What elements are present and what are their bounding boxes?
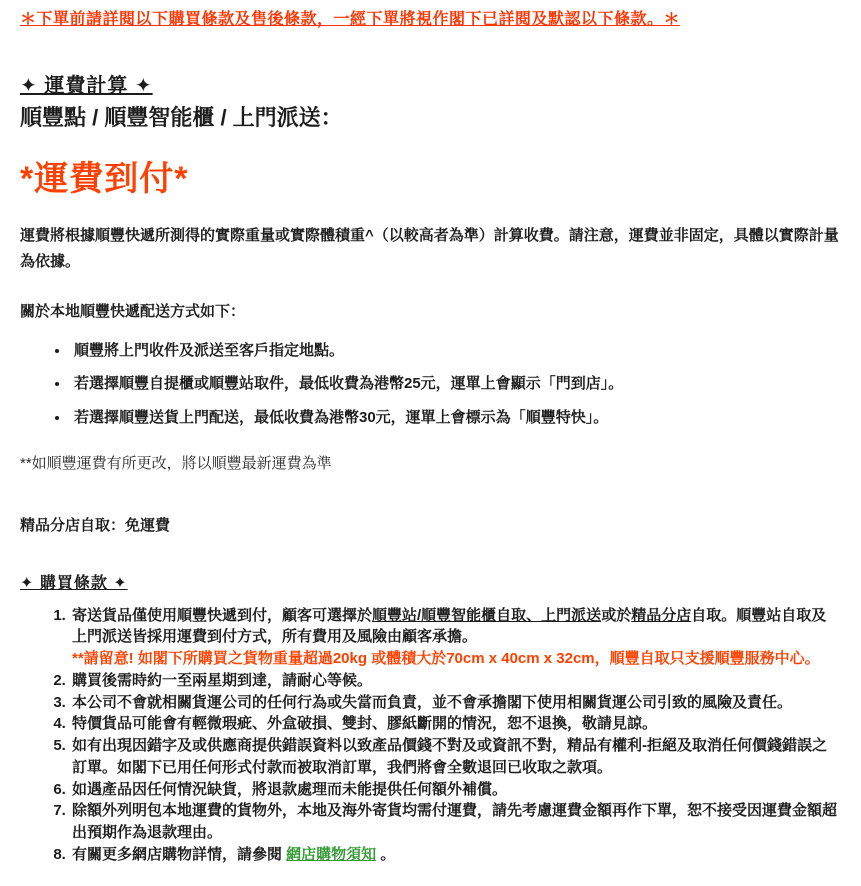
term-item (70, 713, 841, 735)
term-item (70, 735, 841, 779)
term-text-segment: 精品分店 (631, 606, 692, 624)
delivery-methods-subtitle: 順豐點 / 順豐智能櫃 / 上門派送： (20, 105, 343, 130)
shipping-section-heading: ✦ 運費計算 ✦ (20, 75, 153, 97)
purchase-terms-heading: ✦ 購買條款 ✦ (20, 574, 128, 592)
term-text-segment: 本公司不會就相關貨運公司的任何行為或失當而負責，並不會承擔閣下使用相關貨運公司引致的風險及責任。 (72, 693, 793, 711)
term-text-segment: 除額外列明包本地運費的貨物外，本地及海外寄貨均需付運費，請先考慮運費金額再作下單，恕不接受因運費金額超出預期作為退款理由。 (72, 802, 838, 842)
store-pickup-free-line: 精品分店自取：免運費 (20, 517, 171, 535)
term-item (70, 779, 841, 801)
term-text-segment: 如遇產品因任何情況缺貨，將退款處理而未能提供任何額外補償。 (72, 780, 508, 798)
term-text-segment: 或於 (601, 606, 632, 624)
term-item (70, 844, 841, 866)
term-item (70, 605, 841, 670)
delivery-method-item: • 若選擇順豐送貨上門配送，最低收費為港幣30元，運單上會標示為「順豐特快」。 (70, 407, 841, 429)
delivery-methods-intro: 關於本地順豐快遞配送方式如下： (20, 303, 246, 321)
fee-change-note: **如順豐運費有所更改，將以順豐最新運費為準 (20, 454, 332, 472)
term-text-segment: 購買後需時約一至兩星期到達，請耐心等候。 (72, 671, 373, 689)
delivery-methods-list (20, 340, 841, 429)
term-text-segment: 如有出現因錯字及或供應商提供錯誤資料以致產品價錢不對及或資訊不對，精品有權利-拒絕及取消任何價錢錯誤之訂單。如閣下已用任何形式付款而被取消訂單，我們將會全數退回已收取之款項。 (72, 737, 828, 776)
delivery-method-item: • 若選擇順豐自提櫃或順豐站取件，最低收費為港幣25元，運單上會顯示「門到店」。 (70, 373, 841, 395)
term-text-segment: 順豐站/順豐智能櫃自取、上門派送 (372, 606, 602, 624)
top-warning-notice: ＊下單前請詳閱以下購買條款及售後條款，一經下單將視作閣下已詳閱及默認以下條款。＊ (20, 11, 681, 28)
shipping-fee-paragraph: 運費將根據順豐快遞所測得的實際重量或實際體積重^（以較高者為準）計算收費。請注意，運費並非固定，具體以實際計量為依據。 (20, 226, 839, 271)
term-text-segment: 寄送貨品僅使用順豐快遞到付，顧客可選擇於 (72, 606, 373, 624)
term-item (70, 692, 841, 714)
term-item (70, 800, 841, 844)
oversize-warning-text: **請留意! 如閣下所購買之貨物重量超過20kg 或體積大於70cm x 40cm x 32cm，順豐自取只支援順豐服務中心。 (72, 650, 820, 668)
store-shopping-notice-link[interactable]: 網店購物須知 (286, 845, 377, 863)
purchase-terms-list (20, 605, 841, 866)
delivery-method-item: • 順豐將上門收件及派送至客戶指定地點。 (70, 340, 841, 362)
term-text-segment: 有關更多網店購物詳情，請參閱 (72, 845, 287, 863)
freight-collect-highlight: *運費到付* (20, 160, 189, 199)
term-item (70, 670, 841, 692)
term-text-segment: 特價貨品可能會有輕微瑕疵、外盒破損、雙封、膠紙斷開的情況，恕不退換，敬請見諒。 (72, 715, 658, 733)
term-text-segment: 。 (376, 845, 396, 863)
term-text-segment: 自取。順豐站自取及上門派送皆採用運費到付方式，所有費用及風險由顧客承擔。 (72, 606, 827, 646)
